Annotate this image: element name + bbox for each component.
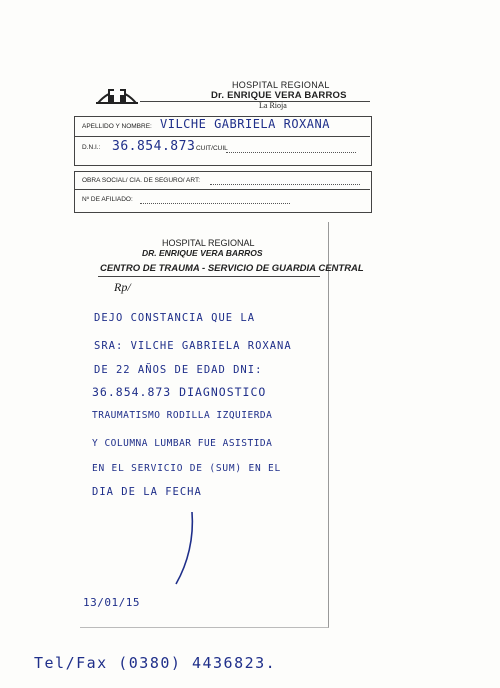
afiliado-label: Nº DE AFILIADO: <box>82 196 133 203</box>
name-value: VILCHE GABRIELA ROXANA <box>160 117 330 131</box>
insurance-box-divider <box>74 189 370 190</box>
slip-body-line: TRAUMATISMO RODILLA IZQUIERDA <box>92 410 273 421</box>
dni-label: D.N.I.: <box>82 144 101 151</box>
slip-hospital-label: HOSPITAL REGIONAL <box>162 238 255 248</box>
slip-service-rule <box>98 276 320 277</box>
cuit-dotline <box>226 152 356 153</box>
header-hospital-label: HOSPITAL REGIONAL <box>232 80 330 90</box>
header-city: La Rioja <box>259 101 287 110</box>
footer-telfax: Tel/Fax (0380) 4436823. <box>34 654 277 672</box>
slip-date: 13/01/15 <box>83 596 140 609</box>
signature <box>170 508 200 588</box>
slip-doctor-name: DR. ENRIQUE VERA BARROS <box>142 248 263 258</box>
slip-service: CENTRO DE TRAUMA - SERVICIO DE GUARDIA CENTRAL <box>100 263 364 274</box>
slip-body-line: DEJO CONSTANCIA QUE LA <box>94 312 256 324</box>
header-rule <box>140 101 370 102</box>
dni-value: 36.854.873 <box>112 139 196 154</box>
signature-icon <box>170 508 200 588</box>
patient-box-divider <box>74 136 370 137</box>
slip-body-line: Y COLUMNA LUMBAR FUE ASISTIDA <box>92 438 273 449</box>
hospital-logo <box>96 79 138 105</box>
header-doctor-name: Dr. ENRIQUE VERA BARROS <box>211 90 347 101</box>
obra-social-dotline <box>210 184 360 185</box>
slip-body-line: DE 22 AÑOS DE EDAD DNI: <box>94 364 263 376</box>
slip-body-line: SRA: VILCHE GABRIELA ROXANA <box>94 340 292 352</box>
obra-social-label: OBRA SOCIAL/ CIA. DE SEGURO/ ART: <box>82 177 200 184</box>
name-label: APELLIDO Y NOMBRE: <box>82 123 152 130</box>
hospital-logo-icon <box>96 79 138 105</box>
slip-body-line: EN EL SERVICIO DE (SUM) EN EL <box>92 463 282 474</box>
slip-body-line: DIA DE LA FECHA <box>92 486 202 498</box>
slip-rp: Rp/ <box>114 280 131 294</box>
cuit-label: - CUIT/CUIL <box>192 145 228 152</box>
afiliado-dotline <box>140 203 290 204</box>
slip-body-line: 36.854.873 DIAGNOSTICO <box>92 385 267 399</box>
